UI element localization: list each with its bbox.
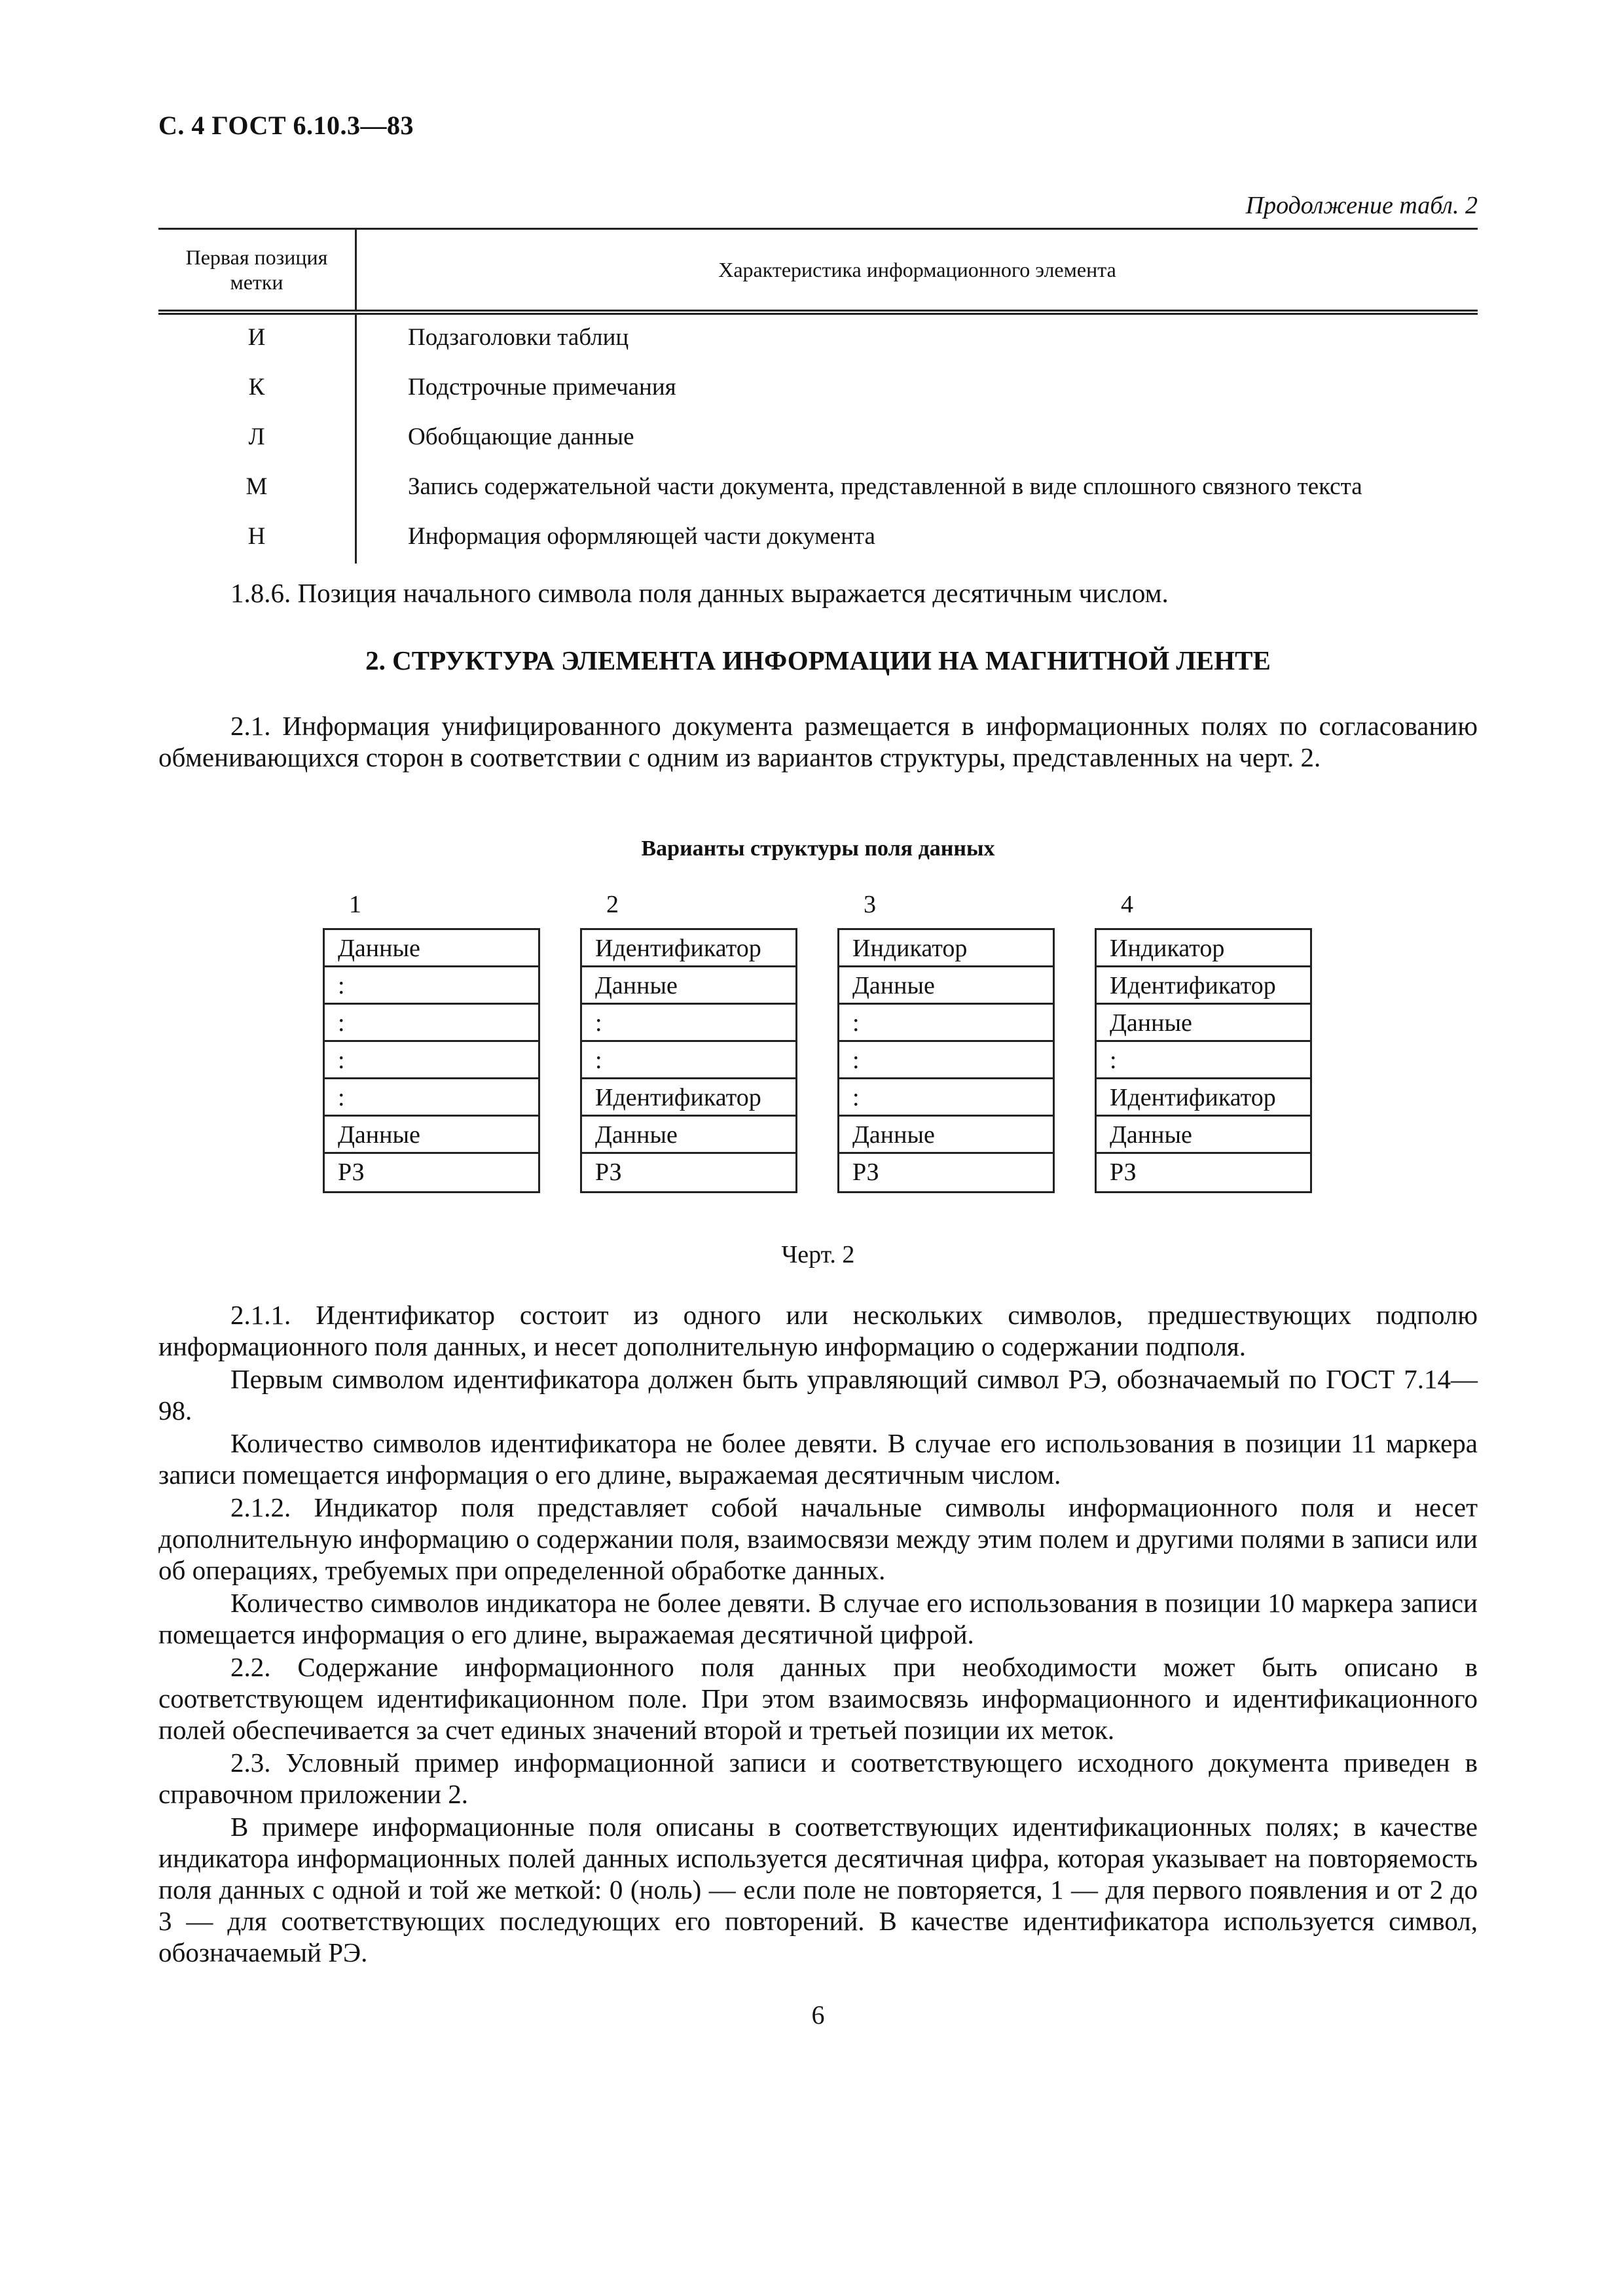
table-row <box>158 514 1478 564</box>
field-cell: Индикатор <box>1097 930 1310 967</box>
field-cell: : <box>839 1042 1053 1079</box>
column-header-description: Характеристика информационного элемента <box>718 257 1116 281</box>
field-cell: : <box>1097 1042 1310 1079</box>
field-cell: РЗ <box>1110 1158 1137 1186</box>
variant-3 <box>837 890 1055 1193</box>
paragraph: В примере информационные поля описаны в соответствующих идентификационных полях; в качестве индикатора информационных полей данных используется десятичная цифра, которая указывает на повторяемость поля данных с одной и той же меткой: 0 (ноль) — если поле не повторяется, 1 — для первого появления и от 2 до 3 — для соответствующих последующих его повторений. В качестве идентификатора используется символ, обозначаемый РЭ. <box>158 1812 1478 1967</box>
field-cell: : <box>582 1005 795 1042</box>
paragraph-text: 1.8.6. Позиция начального символа поля данных выражается десятичным числом. <box>230 578 1169 608</box>
figure-title: Варианты структуры поля данных <box>641 836 995 861</box>
figure-caption: Черт. 2 <box>781 1241 855 1268</box>
variant-number: 2 <box>606 891 619 918</box>
variant-structure <box>580 928 797 1193</box>
field-cell: : <box>325 1042 538 1079</box>
page-header: С. 4 ГОСТ 6.10.3—83 <box>158 111 414 140</box>
field-cell: Данные <box>325 1117 538 1154</box>
field-cell: РЗ <box>852 1158 879 1186</box>
field-cell: : <box>325 1005 538 1042</box>
description-cell: Запись содержательной части документа, представленной в виде сплошного связного текста <box>408 473 1362 500</box>
field-cell: Индикатор <box>839 930 1053 967</box>
table-row <box>158 365 1478 414</box>
variant-structure <box>323 928 540 1193</box>
field-cell: : <box>325 967 538 1005</box>
field-cell: : <box>582 1042 795 1079</box>
field-cell: : <box>325 1079 538 1117</box>
paragraph-text: 2.1. Информация унифицированного документа размещается в информационных полях по согласованию обменивающихся сторон в соответствии с одним из вариантов структуры, представленных на черт. 2. <box>158 711 1478 772</box>
table-row <box>158 464 1478 514</box>
mark-cell: Н <box>158 514 357 564</box>
table-continuation-label: Продолжение табл. 2 <box>1245 192 1478 219</box>
field-cell: РЗ <box>595 1158 622 1186</box>
paragraph: Количество символов индикатора не более девяти. В случае его использования в позиции 10 маркера записи помещается информация о его длине, выражаемая десятичной цифрой. <box>158 1588 1478 1649</box>
variant-structure <box>837 928 1055 1193</box>
field-cell: Идентификатор <box>1097 1079 1310 1117</box>
variant-number: 1 <box>349 891 361 918</box>
variant-number: 3 <box>864 891 876 918</box>
field-cell: Идентификатор <box>582 930 795 967</box>
field-cell: Данные <box>582 967 795 1005</box>
paragraph-2-1 <box>158 710 1478 773</box>
table-row <box>158 315 1478 365</box>
paragraph: Количество символов идентификатора не более девяти. В случае его использования в позиции 11 маркера записи помещается информация о его длине, выражаемая десятичным числом. <box>158 1428 1478 1490</box>
field-cell: Данные <box>1097 1005 1310 1042</box>
table-row <box>158 414 1478 464</box>
field-cell: Данные <box>839 1117 1053 1154</box>
table-body <box>158 315 1478 564</box>
field-cell: Идентификатор <box>1097 967 1310 1005</box>
variant-2 <box>580 890 797 1193</box>
description-cell: Подзаголовки таблиц <box>408 324 629 351</box>
column-header-mark: Первая позиция метки <box>158 230 357 310</box>
paragraph: Первым символом идентификатора должен быть управляющий символ РЭ, обозначаемый по ГОСТ 7.14—98. <box>158 1364 1478 1426</box>
paragraph: 2.1.1. Идентификатор состоит из одного или нескольких символов, предшествующих подполю информационного поля данных, и несет дополнительную информацию о содержании подполя. <box>158 1300 1478 1361</box>
field-cell: : <box>839 1005 1053 1042</box>
field-cell: Данные <box>325 930 538 967</box>
variant-number: 4 <box>1121 891 1133 918</box>
field-cell: Данные <box>839 967 1053 1005</box>
description-cell: Информация оформляющей части документа <box>408 523 875 550</box>
mark-cell: М <box>158 464 357 514</box>
mark-cell: И <box>158 315 357 365</box>
paragraph: 2.3. Условный пример информационной записи и соответствующего исходного документа приведен в справочном приложении 2. <box>158 1748 1478 1809</box>
field-cell: Данные <box>1097 1117 1310 1154</box>
variant-1 <box>323 890 540 1193</box>
variant-4 <box>1095 890 1312 1193</box>
page-number: 6 <box>811 2000 825 2030</box>
section-title: 2. СТРУКТУРА ЭЛЕМЕНТА ИНФОРМАЦИИ НА МАГНИТНОЙ ЛЕНТЕ <box>365 645 1271 675</box>
paragraph: 2.1.2. Индикатор поля представляет собой начальные символы информационного поля и несет дополнительную информацию о содержании поля, взаимосвязи между этим полем и другими полями в записи или об операциях, требуемых при определенной обработке данных. <box>158 1492 1478 1585</box>
field-cell: : <box>839 1079 1053 1117</box>
field-cell: РЗ <box>338 1158 365 1186</box>
body-text <box>158 1299 1478 1969</box>
table-2 <box>158 228 1478 564</box>
field-cell: Данные <box>582 1117 795 1154</box>
paragraph-1-8-6 <box>158 577 1478 609</box>
paragraph: 2.2. Содержание информационного поля данных при необходимости может быть описано в соответствующем идентификационном поле. При этом взаимосвязь информационного и идентификационного полей обеспечивается за счет единых значений второй и третьей позиции их меток. <box>158 1652 1478 1745</box>
field-cell: Идентификатор <box>582 1079 795 1117</box>
variant-structure <box>1095 928 1312 1193</box>
table-header <box>158 228 1478 315</box>
mark-cell: Л <box>158 414 357 464</box>
description-cell: Обобщающие данные <box>408 423 634 450</box>
description-cell: Подстрочные примечания <box>408 374 676 401</box>
mark-cell: К <box>158 365 357 414</box>
